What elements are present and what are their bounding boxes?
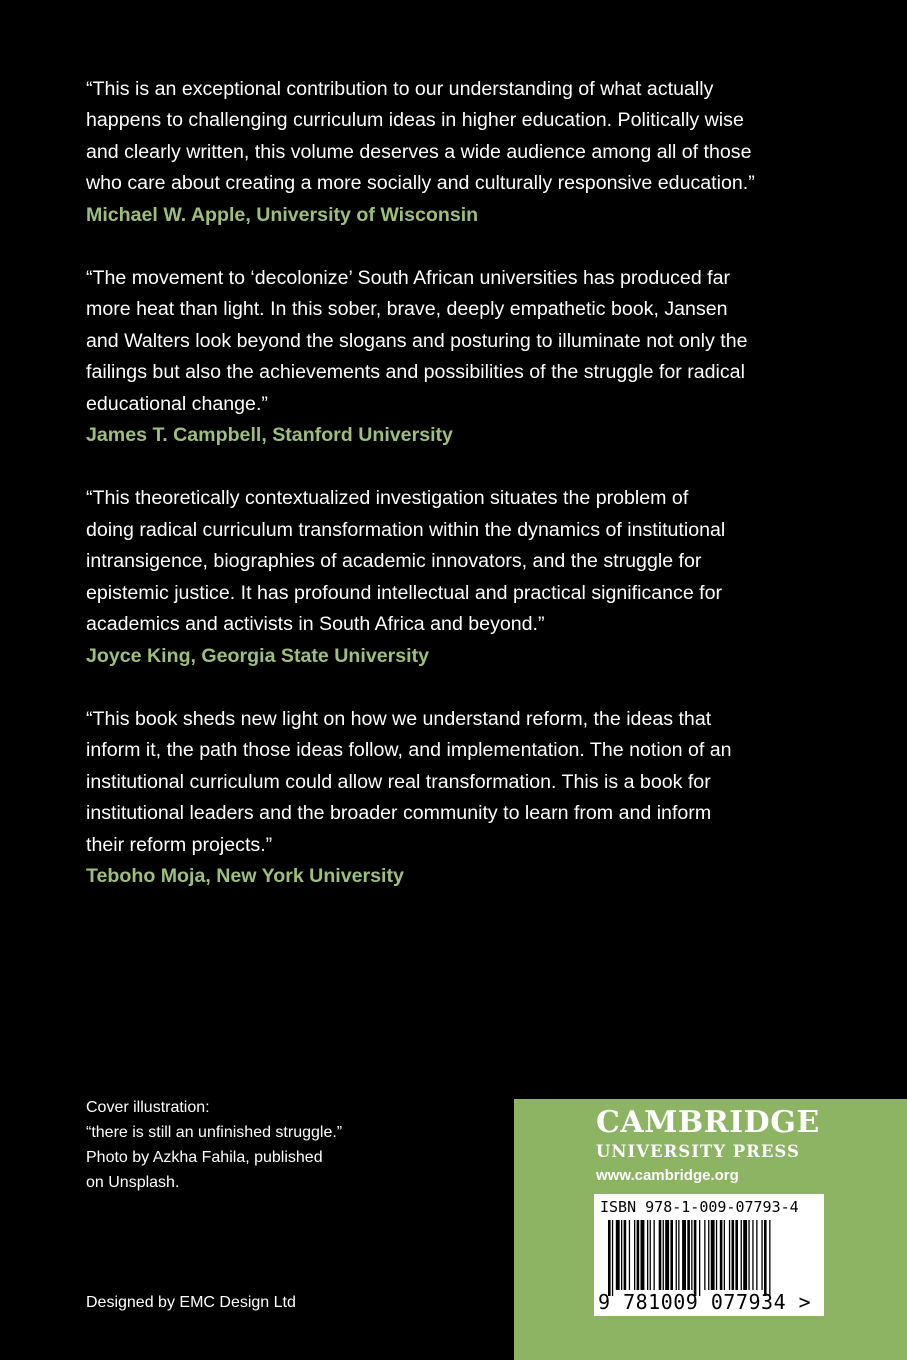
endorsement-4-text: [86, 704, 846, 861]
quote-line: happens to challenging curriculum ideas in higher education. Politically wise: [86, 109, 744, 132]
barcode-bar: [608, 1220, 611, 1296]
barcode-bar: [647, 1220, 648, 1290]
quote-line: their reform projects.”: [86, 833, 273, 856]
designer-credit: Designed by EMC Design Ltd: [86, 1294, 296, 1311]
isbn-label: ISBN 978-1-009-07793-4: [600, 1198, 799, 1216]
barcode-bar: [720, 1220, 723, 1290]
endorsement-1: [86, 74, 846, 231]
publisher-name: CAMBRIDGE: [596, 1105, 820, 1140]
endorsement-2: [86, 263, 846, 451]
quote-line: “This book sheds new light on how we understand reform, the ideas that: [86, 707, 712, 730]
endorsement-3-text: [86, 483, 846, 640]
barcode-bar: [659, 1220, 662, 1290]
barcode-bar: [694, 1220, 697, 1296]
barcode-bar: [756, 1220, 757, 1290]
quote-line: failings but also the achievements and possibilities of the struggle for radical: [86, 361, 745, 384]
quote-line: academics and activists in South Africa and beyond.”: [86, 613, 545, 636]
quote-line: who care about creating a more socially and culturally responsive education.”: [86, 172, 755, 195]
quote-line: institutional leaders and the broader community to learn from and inform: [86, 802, 712, 825]
barcode-bar: [764, 1220, 767, 1296]
barcode-bar: [743, 1220, 747, 1290]
barcode-bar: [637, 1220, 640, 1290]
quote-line: epistemic justice. It has profound intellectual and practical significance for: [86, 581, 723, 604]
endorsement-2-author: James T. Campbell, Stanford University: [86, 424, 453, 447]
publisher-panel: [514, 1099, 907, 1360]
barcode-bar: [670, 1220, 673, 1290]
quote-line: “This theoretically contextualized investigation situates the problem of: [86, 487, 689, 510]
quote-line: more heat than light. In this sober, brave, deeply empathetic book, Jansen: [86, 298, 728, 321]
barcode-bar: [724, 1220, 725, 1290]
barcode-bar: [704, 1220, 705, 1290]
barcode-bar: [650, 1220, 651, 1290]
quote-line: “This is an exceptional contribution to our understanding of what actually: [86, 78, 714, 100]
endorsements: [86, 74, 846, 924]
endorsement-3-author: Joyce King, Georgia State University: [86, 644, 430, 667]
endorsement-4: [86, 704, 846, 892]
endorsement-1-text: [86, 74, 846, 200]
barcode-bar: [769, 1220, 770, 1296]
barcode-bar: [641, 1220, 645, 1290]
barcode-bar: [761, 1220, 762, 1290]
quote-line: “The movement to ‘decolonize’ South African universities has produced far: [86, 267, 731, 290]
publisher-url: www.cambridge.org: [596, 1167, 739, 1184]
quote-line: and Walters look beyond the slogans and posturing to illuminate not only the: [86, 329, 748, 352]
barcode-bar: [735, 1220, 738, 1290]
barcode-bar: [716, 1220, 717, 1290]
barcode-bar: [612, 1220, 613, 1296]
barcode-bar: [665, 1220, 669, 1290]
barcode-bar: [752, 1220, 753, 1290]
barcode-bar: [634, 1220, 635, 1290]
barcode-bar: [711, 1220, 715, 1290]
cover-credit: [86, 1095, 426, 1195]
endorsement-1-author: Michael W. Apple, University of Wisconsin: [86, 203, 479, 226]
publisher-subtitle: UNIVERSITY PRESS: [596, 1142, 800, 1161]
barcode-bar: [687, 1220, 690, 1290]
endorsement-2-text: [86, 263, 846, 420]
barcode-digits: 9 781009 077934 >: [598, 1290, 812, 1314]
barcode-bar: [624, 1220, 627, 1290]
quote-line: educational change.”: [86, 392, 268, 415]
barcode-bar: [699, 1220, 700, 1296]
barcode-bar: [741, 1220, 742, 1290]
barcode-bar: [678, 1220, 679, 1290]
barcode-bar: [663, 1220, 664, 1290]
barcode-bar: [748, 1220, 749, 1290]
quote-line: intransigence, biographies of academic innovators, and the struggle for: [86, 550, 702, 573]
barcode-bar: [629, 1220, 630, 1290]
endorsement-3: [86, 483, 846, 671]
barcode-bar: [691, 1220, 692, 1290]
quote-line: doing radical curriculum transformation within the dynamics of institutional: [86, 518, 726, 541]
barcode: [594, 1194, 824, 1316]
endorsement-4-author: Teboho Moja, New York University: [86, 864, 404, 887]
quote-line: inform it, the path those ideas follow, and implementation. The notion of an: [86, 739, 732, 762]
barcode-bar: [654, 1220, 655, 1290]
barcode-bar: [732, 1220, 735, 1290]
barcode-bar: [708, 1220, 709, 1290]
quote-line: and clearly written, this volume deserves a wide audience among all of those: [86, 140, 752, 163]
cover-credit-line: Photo by Azkha Fahila, published: [86, 1149, 323, 1166]
cover-credit-line: “there is still an unfinished struggle.”: [86, 1124, 343, 1141]
barcode-bar: [729, 1220, 730, 1290]
cover-credit-line: on Unsplash.: [86, 1174, 180, 1191]
barcode-bar: [676, 1220, 677, 1290]
cover-credit-line: Cover illustration:: [86, 1099, 210, 1116]
barcode-bar: [682, 1220, 686, 1290]
quote-line: institutional curriculum could allow real transformation. This is a book for: [86, 770, 711, 793]
barcode-bar: [621, 1220, 622, 1290]
barcode-bar: [616, 1220, 620, 1290]
